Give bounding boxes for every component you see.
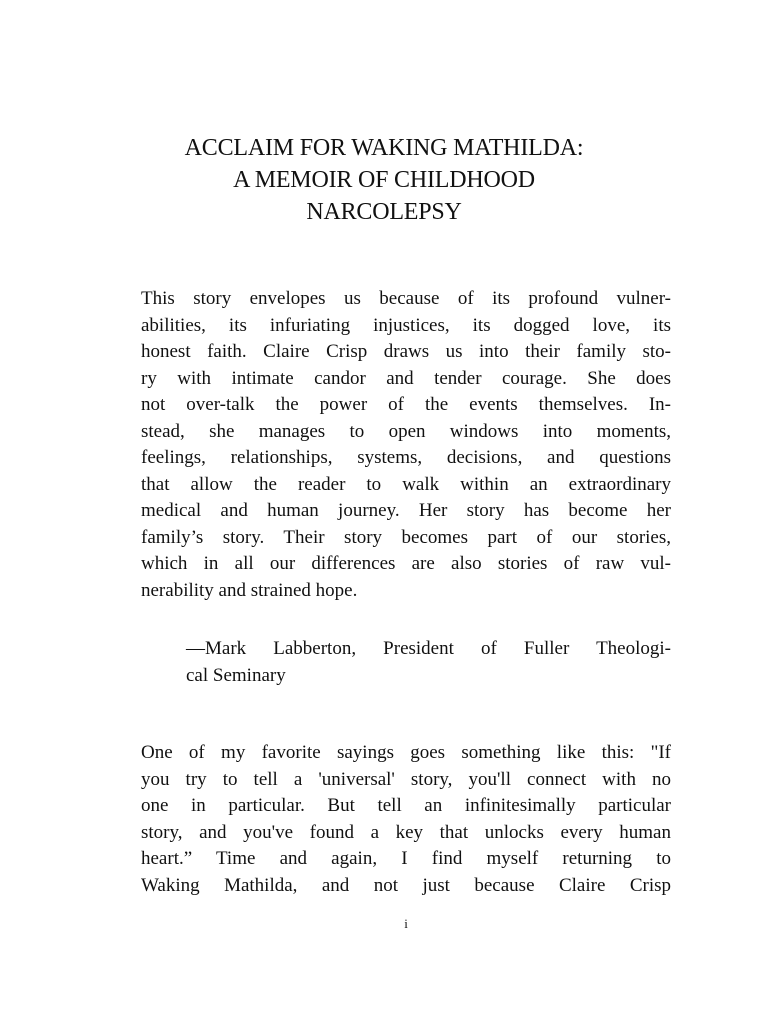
text-line: feelings, relationships, systems, decisions, and questions	[141, 447, 671, 468]
text-line: ry with intimate candor and tender courage. She does	[141, 367, 671, 389]
text-line: which in all our differences are also stories of raw vul-	[141, 553, 671, 574]
text-line: —Mark Labberton, President of Fuller Theologi-	[186, 638, 671, 659]
page-title	[100, 132, 668, 228]
page-number: i	[404, 916, 408, 931]
text-line: abilities, its infuriating injustices, its dogged love, its	[141, 314, 671, 336]
text-line: you try to tell a 'universal' story, you'll connect with no	[141, 768, 671, 790]
text-line: medical and human journey. Her story has become her	[141, 500, 671, 521]
endorsement-paragraph-1	[141, 286, 671, 604]
text-line: cal Seminary	[186, 664, 286, 686]
title-line: A MEMOIR OF CHILDHOOD	[233, 167, 535, 193]
endorsement-paragraph-2	[141, 740, 671, 899]
text-line: one in particular. But tell an infinitesimally particular	[141, 795, 671, 816]
text-line: stead, she manages to open windows into moments,	[141, 420, 671, 442]
text-line: nerability and strained hope.	[141, 579, 358, 601]
text-line: family’s story. Their story becomes part of our stories,	[141, 526, 671, 548]
text-line: not over-talk the power of the events themselves. In-	[141, 394, 671, 415]
text-line: Waking Mathilda, and not just because Claire Crisp	[141, 874, 671, 896]
text-line: heart.” Time and again, I find myself returning to	[141, 848, 671, 869]
text-line: that allow the reader to walk within an extraordinary	[141, 473, 671, 495]
endorsement-attribution	[186, 636, 671, 689]
text-line: This story envelopes us because of its profound vulner-	[141, 288, 671, 309]
text-line: story, and you've found a key that unlocks every human	[141, 821, 671, 843]
text-line: One of my favorite sayings goes something like this: "If	[141, 742, 671, 763]
title-line: ACCLAIM FOR WAKING MATHILDA:	[184, 135, 584, 161]
title-line: NARCOLEPSY	[306, 199, 462, 225]
text-line: honest faith. Claire Crisp draws us into their family sto-	[141, 341, 671, 362]
